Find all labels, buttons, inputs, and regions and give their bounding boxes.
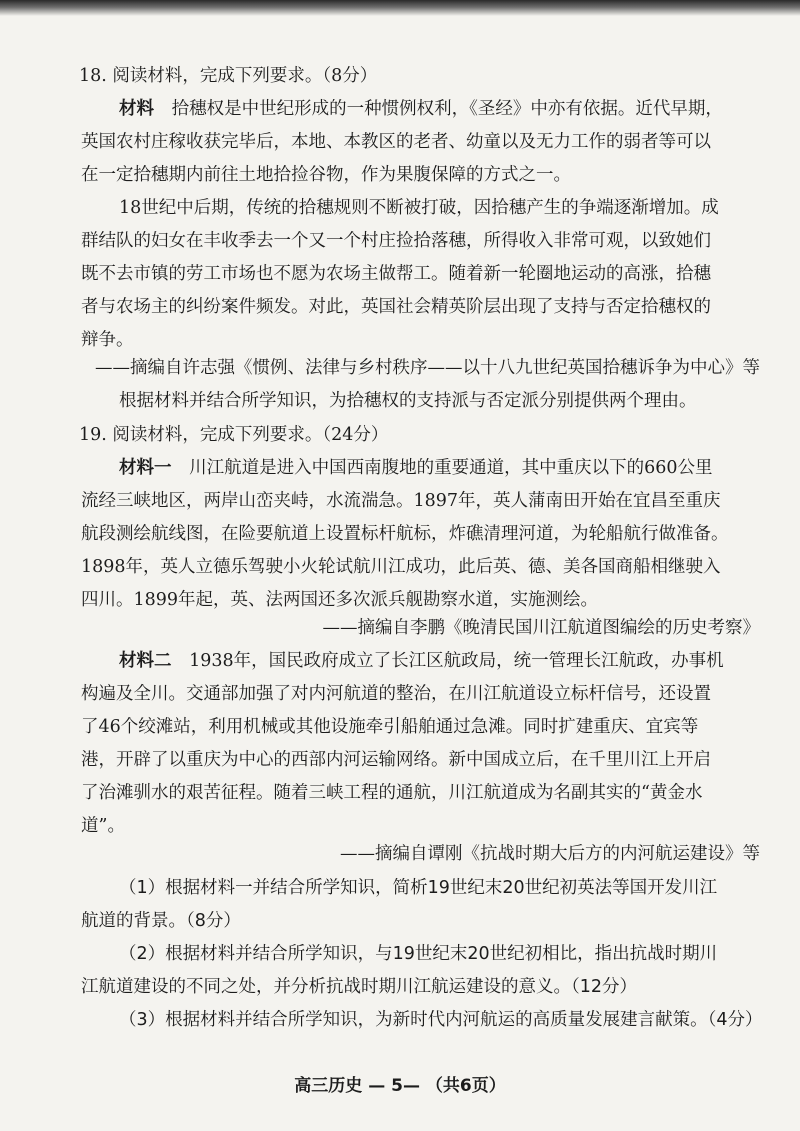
q19-sub2-line-1: （2）根据材料并结合所学知识，与19世纪末20世纪初相比，指出抗战时期川 xyxy=(119,944,718,964)
q19-material2-label: 材料二 xyxy=(119,651,172,671)
q19-material2-line-5: 了治滩驯水的艰苦征程。随着三峡工程的通航，川江航道成为名副其实的“黄金水 xyxy=(81,783,703,803)
q19-sub1-line-2: 航道的背景。（8分） xyxy=(81,911,241,931)
q19-material2-line-6: 道”。 xyxy=(81,816,125,836)
q19-material1-line-2: 流经三峡地区，两岸山峦夹峙，水流湍急。1897年，英人蒲南田开始在宜昌至重庆 xyxy=(81,491,721,511)
q19-material2-line-1 xyxy=(119,649,800,673)
q18-paragraph2-line-3: 既不去市镇的劳工市场也不愿为农场主做帮工。随着新一轮圈地运动的高涨，拾穗 xyxy=(81,264,711,284)
q18-material-text-1: 拾穗权是中世纪形成的一种惯例权利，《圣经》中亦有依据。近代早期， xyxy=(171,99,723,119)
q19-material1-line-4: 1898年，英人立德乐驾驶小火轮试航川江成功，此后英、德、美各国商船相继驶入 xyxy=(81,557,721,577)
q18-paragraph2-line-2: 群结队的妇女在丰收季去一个又一个村庄捡拾落穗，所得收入非常可观，以致她们 xyxy=(81,231,711,251)
q19-material2-text-1: 1938年，国民政府成立了长江区航政局，统一管理长江航政，办事机 xyxy=(189,651,724,671)
q19-sub1-line-1: （1）根据材料一并结合所学知识，简析19世纪末20世纪初英法等国开发川江 xyxy=(119,878,718,898)
q19-sub3-line-1: （3）根据材料并结合所学知识，为新时代内河航运的高质量发展建言献策。（4分） xyxy=(119,1010,763,1030)
page-footer: 高三历史 — 5— （共6页） xyxy=(294,1076,506,1096)
q18-material-line-3: 在一定拾穗期内前往土地拾捡谷物，作为果腹保障的方式之一。 xyxy=(81,165,571,185)
q19-material2-line-4: 港，开辟了以重庆为中心的西部内河运输网络。新中国成立后，在千里川江上开启 xyxy=(81,750,711,770)
q19-header: 19. 阅读材料，完成下列要求。（24分） xyxy=(79,425,389,445)
q18-paragraph2-line-1: 18世纪中后期，传统的拾穗规则不断被打破，因拾穗产生的争端逐渐增加。成 xyxy=(119,198,719,218)
q19-sub2-line-2: 江航道建设的不同之处，并分析抗战时期川江航运建设的意义。（12分） xyxy=(81,977,638,997)
q18-citation: ——摘编自许志强《惯例、法律与乡村秩序——以十八九世纪英国拾穗诉争为中心》等 xyxy=(95,358,760,378)
q19-material1-citation: ——摘编自李鹏《晚清民国川江航道图编绘的历史考察》 xyxy=(322,618,760,638)
q19-material2-line-2: 构遍及全川。交通部加强了对内河航道的整治，在川江航道设立标杆信号，还设置 xyxy=(81,684,711,704)
q19-material1-line-5: 四川。1899年起，英、法两国还多次派兵舰勘察水道，实施测绘。 xyxy=(81,590,599,610)
q19-material1-line-3: 航段测绘航线图，在险要航道上设置标杆航标，炸礁清理河道，为轮船航行做准备。 xyxy=(81,524,729,544)
q18-question: 根据材料并结合所学知识，为拾穗权的支持派与否定派分别提供两个理由。 xyxy=(119,391,697,411)
q18-material-label: 材料 xyxy=(119,99,154,119)
q19-material1-text-1: 川江航道是进入中国西南腹地的重要通道，其中重庆以下的660公里 xyxy=(189,458,713,478)
q19-material1-line-1 xyxy=(119,456,800,480)
q18-material-line-2: 英国农村庄稼收获完毕后，本地、本教区的老者、幼童以及无力工作的弱者等可以 xyxy=(81,132,711,152)
q18-material-line-1 xyxy=(119,97,800,121)
q18-paragraph2-line-5: 辩争。 xyxy=(81,330,134,350)
q19-material1-label: 材料一 xyxy=(119,458,172,478)
q18-header: 18. 阅读材料，完成下列要求。（8分） xyxy=(79,66,378,86)
q18-paragraph2-line-4: 者与农场主的纠纷案件频发。对此，英国社会精英阶层出现了支持与否定拾穗权的 xyxy=(81,297,711,317)
q19-material2-line-3: 了46个绞滩站，利用机械或其他设施牵引船舶通过急滩。同时扩建重庆、宜宾等 xyxy=(81,717,699,737)
q19-material2-citation: ——摘编自谭刚《抗战时期大后方的内河航运建设》等 xyxy=(340,844,760,864)
